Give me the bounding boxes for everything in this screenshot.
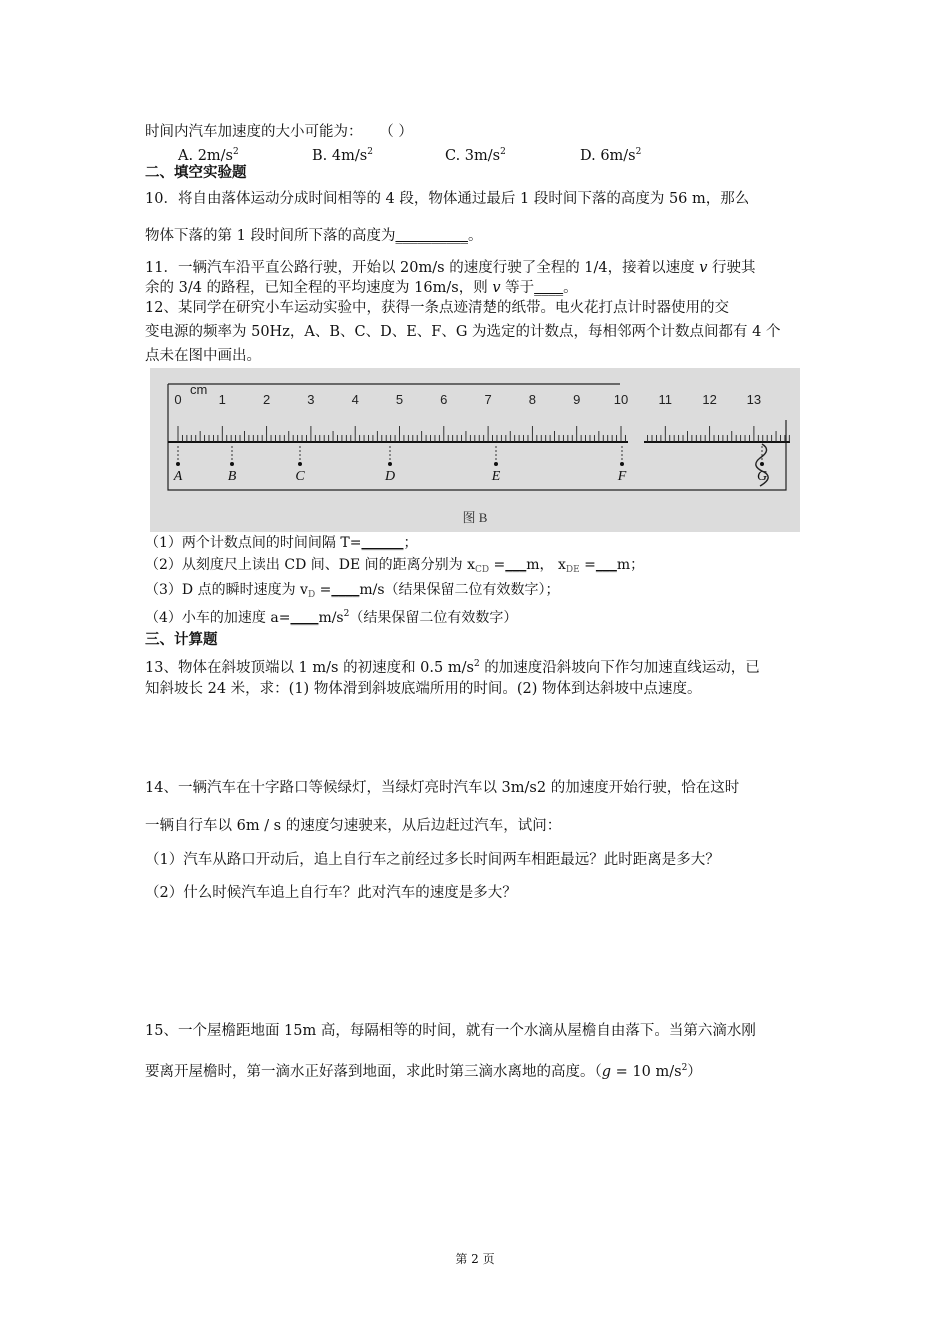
ruler-number: 13 xyxy=(746,392,762,407)
q13-line2: 知斜坡长 24 米，求：(1) 物体滑到斜坡底端所用的时间。(2) 物体到达斜坡中点速度。 xyxy=(145,681,702,697)
q14-line1: 14、一辆汽车在十字路口等候绿灯，当绿灯亮时汽车以 3m/s2 的加速度开始行驶，恰在这时 xyxy=(145,780,740,796)
tape-dot xyxy=(176,462,180,466)
q12-sub4: （4）小车的加速度 $a=\_\_\_\_m/s^2$（结果保留二位有效数字） xyxy=(145,609,518,626)
figure-caption: 图 B xyxy=(462,510,488,525)
q12-sub1: （1）两个计数点间的时间间隔 T=______； xyxy=(145,535,418,551)
ruler-tape-figure xyxy=(150,368,800,532)
q10-blank: __________ xyxy=(395,228,468,244)
q9-option-d: D. $6m/s^2$ xyxy=(580,147,642,164)
q11-blank: ____ xyxy=(534,280,564,296)
ruler-number: 9 xyxy=(573,392,581,407)
q9-answer-paren: （ ） xyxy=(386,124,413,140)
point-label: G xyxy=(756,469,768,484)
q12-sub1-blank: ______ xyxy=(361,535,404,551)
ruler-number: 4 xyxy=(351,392,359,407)
q12-sub3: （3）D 点的瞬时速度为 $v_D$ =____m/s（结果保留二位有效数字）； xyxy=(145,582,560,600)
q9-option-b: B. $4m/s^2$ xyxy=(312,147,373,164)
point-label: E xyxy=(491,469,501,484)
ruler-number: 1 xyxy=(218,392,226,407)
ruler-number: 5 xyxy=(395,392,404,407)
q12-sub2-blank-cd: ___ xyxy=(505,557,527,573)
q9-option-c: C. $3m/s^2$ xyxy=(445,147,506,164)
q13-line1: 13、物体在斜坡顶端以 1 m/s 的初速度和 0.5 $m/s^2$ 的加速度沿斜坡向下作匀加速直线运动，已 xyxy=(145,659,760,676)
ruler-number: 7 xyxy=(484,392,492,407)
q10-line1: 10．将自由落体运动分成时间相等的 4 段，物体通过最后 1 段时间下落的高度为 56 m，那么 xyxy=(145,191,750,207)
q12-sub2-blank-de: ___ xyxy=(595,557,617,573)
q11-line2: 余的 3/4 的路程，已知全程的平均速度为 16m/s，则 v 等于____。 xyxy=(145,280,578,296)
point-label: C xyxy=(295,469,305,484)
q12-line2: 变电源的频率为 50Hz，A、B、C、D、E、F、G 为选定的计数点，每相邻两个计数点间都有 4 个 xyxy=(145,324,781,340)
q11-line1: 11．一辆汽车沿平直公路行驶，开始以 20m/s 的速度行驶了全程的 1/4，接着以速度 v 行驶其 xyxy=(145,260,756,276)
q9-stem xyxy=(145,122,413,142)
ruler-number: 12 xyxy=(702,392,717,407)
q9-stem-text: 时间内汽车加速度的大小可能为： xyxy=(145,124,363,140)
tape-dot xyxy=(230,462,234,466)
q10-line2: 物体下落的第 1 段时间所下落的高度为__________。 xyxy=(145,228,483,244)
tape-dot xyxy=(620,462,624,466)
section-heading-fill-in: 二、填空实验题 xyxy=(145,164,247,181)
q12-line3: 点未在图中画出。 xyxy=(145,348,261,364)
q15-line1: 15、一个屋檐距地面 15m 高，每隔相等的时间，就有一个水滴从屋檐自由落下。当第六滴水刚 xyxy=(145,1023,756,1039)
point-label: D xyxy=(384,469,396,484)
q12-sub4-blank: ____ xyxy=(290,610,319,626)
q9-option-a: A. $2m/s^2$ xyxy=(178,147,239,164)
unit-label: cm xyxy=(190,382,208,397)
q12-sub3-blank: ____ xyxy=(331,582,360,598)
point-label: F xyxy=(617,469,627,484)
point-label: A xyxy=(173,469,183,484)
section-heading-calculation: 三、计算题 xyxy=(145,631,218,648)
q12-line1: 12、某同学在研究小车运动实验中，获得一条点迹清楚的纸带。电火花打点计时器使用的交 xyxy=(145,300,729,316)
q14-line4: （2）什么时候汽车追上自行车？此对汽车的速度是多大？ xyxy=(145,885,517,901)
ruler-number: 0 xyxy=(174,392,182,407)
q12-sub2: （2）从刻度尺上读出 CD 间、DE 间的距离分别为 $x_{CD}$ =___m， $x_{DE}$ =___m； xyxy=(145,557,645,575)
q14-line3: （1）汽车从路口开动后，追上自行车之前经过多长时间两车相距最远？此时距离是多大？ xyxy=(145,852,720,868)
q15-line2: 要离开屋檐时，第一滴水正好落到地面，求此时第三滴水离地的高度。（g = 10 $m/s^2$） xyxy=(145,1063,702,1080)
tape-dot xyxy=(298,462,302,466)
ruler-number: 6 xyxy=(440,392,448,407)
point-label: B xyxy=(227,469,237,484)
ruler-number: 2 xyxy=(262,392,271,407)
page-number: 第 2 页 xyxy=(455,1252,495,1266)
ruler-number: 11 xyxy=(658,392,673,407)
tape-dot xyxy=(494,462,498,466)
q14-line2: 一辆自行车以 6m / s 的速度匀速驶来，从后边赶过汽车，试问： xyxy=(145,818,562,834)
tape-dot xyxy=(388,462,392,466)
ruler-number: 8 xyxy=(528,392,537,407)
ruler-number: 3 xyxy=(307,392,315,407)
ruler-number: 10 xyxy=(613,392,629,407)
tape-dot xyxy=(760,462,764,466)
